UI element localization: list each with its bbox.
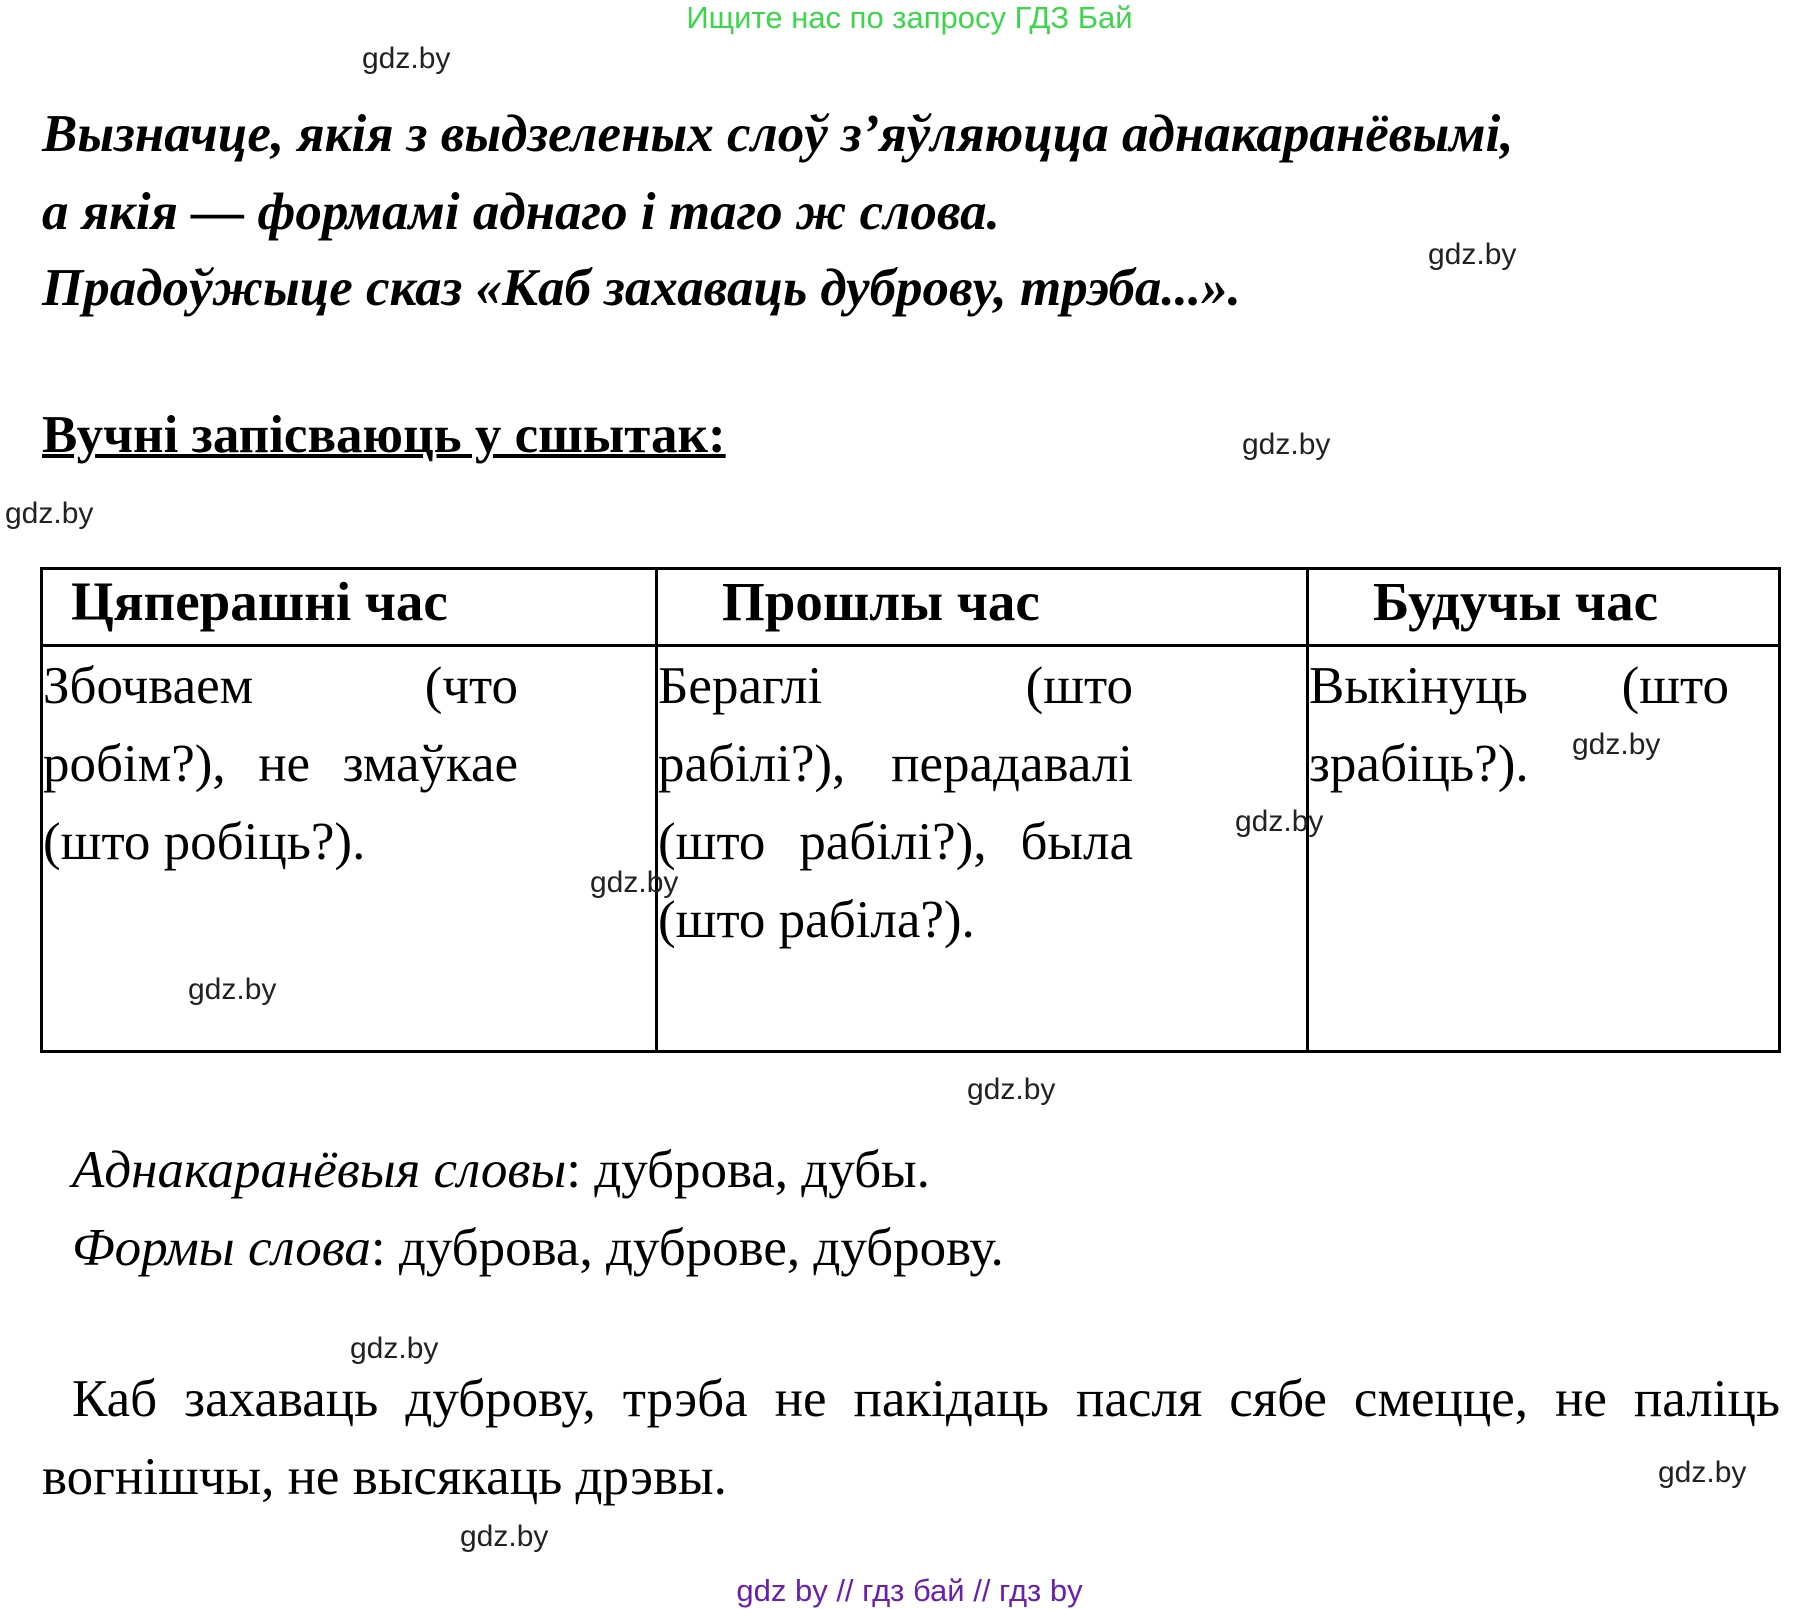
watermark: gdz.by xyxy=(362,42,451,75)
cell-present xyxy=(42,646,657,1052)
watermark: gdz.by xyxy=(188,973,277,1006)
header-past: Прошлы час xyxy=(657,569,1308,646)
watermark: gdz.by xyxy=(1235,805,1324,838)
footer-links: gdz by // гдз бай // гдз by xyxy=(736,1573,1083,1608)
cell-present-text: Збочваем (что робім?), не змаўкае (што робіць?). xyxy=(43,657,518,871)
related-words-value: : дуброва, дубы. xyxy=(566,1141,930,1199)
header-future: Будучы час xyxy=(1308,569,1780,646)
word-forms-line xyxy=(72,1218,1004,1278)
word-forms-label: Формы слова xyxy=(72,1219,371,1277)
cell-past-text: Бераглі (што рабілі?), перадавалі (што рабілі?), была (што рабіла?). xyxy=(658,657,1133,949)
cell-past xyxy=(657,646,1308,1052)
watermark: gdz.by xyxy=(1572,728,1661,761)
task-line-2: а якія — формамі аднаго і таго ж слова. xyxy=(42,183,1000,241)
watermark: gdz.by xyxy=(1428,238,1517,271)
related-words-label: Аднакаранёвыя словы xyxy=(72,1141,567,1199)
section-heading: Вучні запісваюць у сшытак: xyxy=(42,406,726,464)
cell-future-text: Выкінуць (што зрабіць?). xyxy=(1309,657,1729,793)
watermark: gdz.by xyxy=(460,1520,549,1553)
watermark: gdz.by xyxy=(590,866,679,899)
watermark: gdz.by xyxy=(1242,428,1331,461)
cell-future xyxy=(1308,646,1780,1052)
tense-table xyxy=(40,567,1781,1053)
task-line-1: Вызначце, якія з выдзеленых слоў з’яўляюцца аднакаранёвымі, xyxy=(42,105,1514,163)
watermark: gdz.by xyxy=(350,1332,439,1365)
watermark: gdz.by xyxy=(967,1073,1056,1106)
top-banner: Ищите нас по запросу ГДЗ Бай xyxy=(686,0,1133,35)
watermark: gdz.by xyxy=(1658,1456,1747,1489)
related-words-line xyxy=(72,1140,930,1200)
final-sentence: Каб захаваць дуброву, трэба не пакідаць пасля сябе смецце, не паліць вогнішчы, не высякаць дрэвы. xyxy=(42,1370,1780,1506)
watermark: gdz.by xyxy=(5,497,94,530)
word-forms-value: : дуброва, дуброве, дуброву. xyxy=(370,1219,1004,1277)
task-line-3: Прадоўжыце сказ «Каб захаваць дуброву, трэба...». xyxy=(42,259,1241,317)
header-present: Цяперашні час xyxy=(42,569,657,646)
